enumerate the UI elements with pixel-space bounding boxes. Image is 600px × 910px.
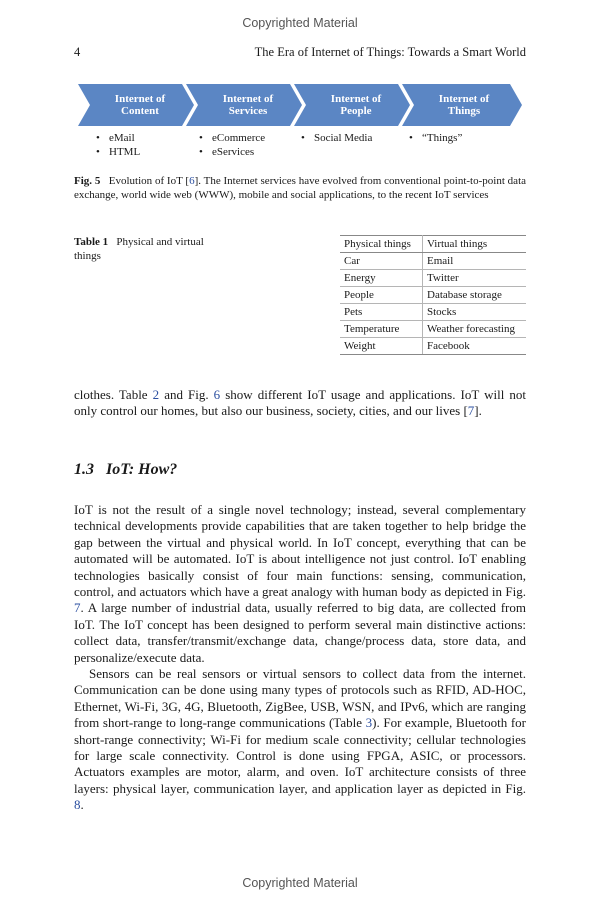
column-header: Physical things: [340, 236, 423, 253]
running-title: The Era of Internet of Things: Towards a Smart World: [254, 45, 526, 59]
physical-virtual-table: [340, 235, 526, 355]
figure-ref-link[interactable]: 7: [74, 600, 81, 616]
stage-label-services: Internet of Services: [222, 93, 274, 117]
list-item: • “Things”: [409, 131, 462, 145]
list-item: • HTML: [96, 145, 140, 159]
stage-label-content: Internet of Content: [114, 93, 166, 117]
stage-items-things: [409, 131, 462, 145]
list-item: • Social Media: [301, 131, 372, 145]
table-row: Energy Twitter: [340, 270, 526, 287]
stage-label-things: Internet of Things: [438, 93, 490, 117]
figure-ref-link[interactable]: 6: [213, 387, 221, 402]
table-row: People Database storage: [340, 287, 526, 304]
stage-items-content: [96, 131, 140, 159]
watermark-top: Copyrighted Material: [242, 16, 358, 30]
list-item: • eCommerce: [199, 131, 265, 145]
table-row: Temperature Weather forecasting: [340, 321, 526, 338]
figure-ref-link[interactable]: 8: [74, 797, 81, 813]
stage-items-people: [301, 131, 372, 145]
section-heading: [74, 461, 177, 479]
stage-label-people: Internet of People: [330, 93, 382, 117]
column-header: Virtual things: [423, 236, 527, 253]
paragraph-iot-how: IoT is not the result of a single novel technology; instead, several complementary technical developments provide capabilities that are taken together to help bridge the gap between the virtual and physical world. In IoT concept, everything that can be automated will be automated. IoT is about intelligence not just control. IoT enabling technologies basically consist of four main functions: sensing, communication, control, and actuators which have a great analogy with human body as depicted in Fig. 7. A large number of industrial data, usually referred to big data, are collected from IoT. The IoT concept has been designed to perform several main distinctive actions: collect data, transfer/transmit/exchange data, change/process data, store data, and personalize/execute data.: [74, 502, 526, 665]
table-caption: Table 1 Physical and virtual things: [74, 236, 204, 262]
table-ref-link[interactable]: 2: [152, 387, 160, 402]
list-item: • eMail: [96, 131, 140, 145]
section-title: IoT: How?: [106, 461, 178, 478]
watermark-bottom: Copyrighted Material: [242, 876, 358, 890]
evolution-figure: [70, 84, 530, 126]
paragraph-sensors: Sensors can be real sensors or virtual sensors to collect data from the internet. Communication can be done using many types of protocols such as RFID, AD-HOC, Ethernet, Wi-Fi, 3G, 4G, Bluetooth, ZigBee, USB, WSN, and IPv6, which are ranging from short-range to long-range communications (Table 3). For example, Bluetooth for short-range connectivity; Wi-Fi for medium scale connectivity; cellular technologies for large scale connectivity. Control is done using FPGA, ASIC, or processors. Actuators examples are motor, alarm, and oven. IoT architecture consists of three layers: physical layer, communication layer, and application layer as depicted in Fig. 8.: [74, 666, 527, 813]
page-number: 4: [74, 45, 81, 59]
citation-link[interactable]: 7: [467, 403, 475, 419]
table-header-row: [340, 236, 526, 253]
paragraph-usage: clothes. Table 2 and Fig. 6 show different IoT usage and applications. IoT will not only control our homes, but also our business, society, cities, and our lives [7].: [74, 387, 526, 419]
table-row: Pets Stocks: [340, 304, 526, 321]
table-row: Weight Facebook: [340, 338, 526, 355]
citation-link[interactable]: 6: [189, 175, 195, 187]
table-ref-link[interactable]: 3: [365, 715, 373, 731]
figure-caption: Fig. 5 Evolution of IoT [6]. The Internet services have evolved from conventional point-to-point data exchange, world wide web (WWW), mobile and social applications, to the recent IoT services: [74, 175, 527, 201]
section-number: 1.3: [74, 461, 94, 478]
list-item: • eServices: [199, 145, 265, 159]
stage-items-services: [199, 131, 265, 159]
table-row: Car Email: [340, 253, 526, 270]
